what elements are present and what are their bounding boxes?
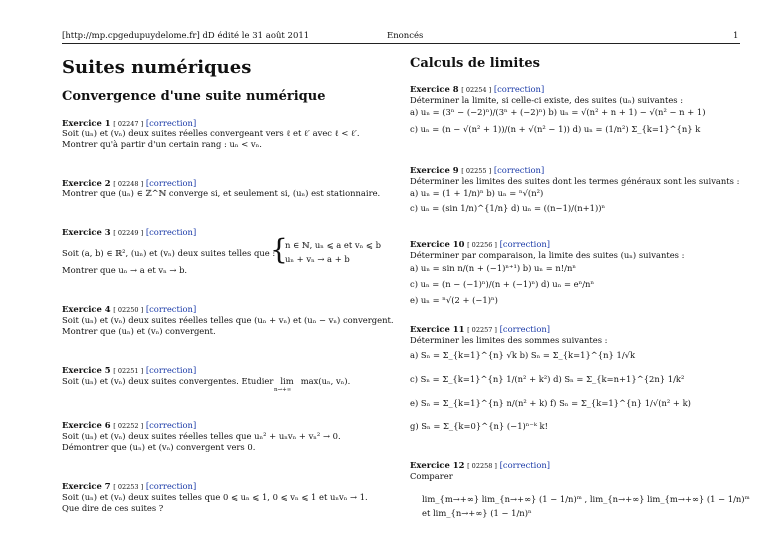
correction-link[interactable]: [correction]	[499, 460, 551, 470]
exercise-12-header	[410, 460, 550, 471]
exercise-6-line: Démontrer que (uₙ) et (vₙ) convergent vers 0.	[62, 442, 256, 452]
exercise-5-text: Soit (uₙ) et (vₙ) deux suites convergentes. Etudier	[62, 376, 274, 386]
exercise-10-item: e) uₙ = ⁿ√(2 + (−1)ⁿ)	[410, 295, 498, 305]
exercise-3-line: Montrer que uₙ → a et vₙ → b.	[62, 265, 188, 275]
exercise-10-header	[410, 239, 550, 250]
exercise-6-line: Soit (uₙ) et (vₙ) deux suites réelles telles que uₙ² + uₙvₙ + vₙ² → 0.	[62, 431, 341, 441]
exercise-2-line: Montrer que (uₙ) ∈ ℤ^ℕ converge si, et seulement si, (uₙ) est stationnaire.	[62, 188, 381, 198]
exercise-label: Exercice 8	[410, 84, 459, 94]
exercise-code: [ 02248 ]	[113, 180, 144, 188]
exercise-5-line	[62, 376, 351, 393]
correction-link[interactable]: [correction]	[493, 165, 545, 175]
exercise-code: [ 02253 ]	[113, 483, 144, 491]
section-title-convergence: Convergence d'une suite numérique	[62, 89, 326, 104]
exercise-label: Exercice 5	[62, 365, 111, 375]
formula-and: et	[422, 508, 431, 518]
exercise-6-header	[62, 420, 196, 431]
exercise-4-line: Soit (uₙ) et (vₙ) deux suites réelles telles que (uₙ + vₙ) et (uₙ − vₙ) convergent.	[62, 315, 394, 325]
exercise-12-formula	[422, 494, 750, 504]
exercise-8-item: c) uₙ = (n − √(n² + 1))/(n + √(n² − 1)) d) uₙ = (1/n²) Σ_{k=1}^{n} k	[410, 124, 701, 134]
exercise-code: [ 02254 ]	[461, 86, 492, 94]
exercise-11-line: Déterminer les limites des sommes suivantes :	[410, 335, 608, 345]
lim-word: lim	[280, 376, 294, 386]
exercise-12-formula	[422, 508, 532, 518]
exercise-1-line: Soit (uₙ) et (vₙ) deux suites réelles convergeant vers ℓ et ℓ′ avec ℓ < ℓ′.	[62, 128, 360, 138]
exercise-label: Exercice 3	[62, 227, 111, 237]
exercise-9-line: Déterminer les limites des suites dont les termes généraux sont les suivants :	[410, 176, 740, 186]
system-brace: {	[270, 233, 288, 266]
header-source: [http://mp.cpgedupuydelome.fr] dD édité le 31 août 2011	[62, 31, 310, 41]
correction-link[interactable]: [correction]	[145, 227, 197, 237]
exercise-10-item: a) uₙ = sin n/(n + (−1)ⁿ⁺¹) b) uₙ = n!/nⁿ	[410, 263, 576, 273]
exercise-7-header	[62, 481, 196, 492]
header-center: Enoncés	[387, 31, 424, 41]
exercise-11-item: a) Sₙ = Σ_{k=1}^{n} √k b) Sₙ = Σ_{k=1}^{n} 1/√k	[410, 350, 636, 360]
exercise-label: Exercice 4	[62, 304, 111, 314]
exercise-9-item: a) uₙ = (1 + 1/n)ⁿ b) uₙ = ⁿ√(n²)	[410, 188, 544, 198]
correction-link[interactable]: [correction]	[145, 118, 197, 128]
correction-link[interactable]: [correction]	[145, 365, 197, 375]
exercise-code: [ 02258 ]	[467, 462, 497, 470]
exercise-label: Exercice 6	[62, 420, 111, 430]
exercise-3-line: Soit (a, b) ∈ ℝ², (uₙ) et (vₙ) deux suites telles que :	[62, 248, 276, 258]
exercise-9-header	[410, 165, 544, 176]
exercise-code: [ 02249 ]	[113, 229, 144, 237]
section-title-limits: Calculs de limites	[410, 56, 540, 71]
exercise-7-line: Que dire de ces suites ?	[62, 503, 164, 513]
correction-link[interactable]: [correction]	[499, 324, 551, 334]
exercise-label: Exercice 11	[410, 324, 465, 334]
exercise-11-item: e) Sₙ = Σ_{k=1}^{n} n/(n² + k) f) Sₙ = Σ_{k=1}^{n} 1/√(n² + k)	[410, 398, 691, 408]
header-page-number: 1	[733, 31, 739, 41]
exercise-5-header	[62, 365, 196, 376]
exercise-5-tail: max(uₙ, vₙ).	[300, 376, 351, 386]
header-rule	[62, 43, 740, 44]
exercise-3-header	[62, 227, 196, 238]
correction-link[interactable]: [correction]	[145, 481, 197, 491]
exercise-11-item: g) Sₙ = Σ_{k=0}^{n} (−1)ⁿ⁻ᵏ k!	[410, 421, 548, 431]
lim-operator	[274, 376, 298, 393]
exercise-code: [ 02252 ]	[113, 422, 144, 430]
exercise-code: [ 02257 ]	[467, 326, 497, 334]
exercise-label: Exercice 12	[410, 460, 465, 470]
document-title: Suites numériques	[62, 57, 252, 78]
exercise-label: Exercice 7	[62, 481, 111, 491]
correction-link[interactable]: [correction]	[145, 178, 197, 188]
exercise-11-item: c) Sₙ = Σ_{k=1}^{n} 1/(n² + k²) d) Sₙ = Σ_{k=n+1}^{2n} 1/k²	[410, 374, 685, 384]
correction-link[interactable]: [correction]	[499, 239, 551, 249]
exercise-12-line: Comparer	[410, 471, 453, 481]
exercise-label: Exercice 1	[62, 118, 111, 128]
exercise-10-line: Déterminer par comparaison, la limite des suites (uₙ) suivantes :	[410, 250, 685, 260]
exercise-8-header	[410, 84, 544, 95]
correction-link[interactable]: [correction]	[145, 420, 197, 430]
formula-three: lim_{n→+∞} (1 − 1/n)ⁿ	[433, 508, 532, 518]
exercise-code: [ 02256 ]	[467, 241, 497, 249]
exercise-8-item: a) uₙ = (3ⁿ − (−2)ⁿ)/(3ⁿ + (−2)ⁿ) b) uₙ = √(n² + n + 1) − √(n² − n + 1)	[410, 107, 706, 117]
formula-two: lim_{n→+∞} lim_{m→+∞} (1 − 1/n)ᵐ	[589, 494, 750, 504]
exercise-10-item: c) uₙ = (n − (−1)ⁿ)/(n + (−1)ⁿ) d) uₙ = eⁿ/nⁿ	[410, 279, 595, 289]
system-line: n ∈ ℕ, uₙ ⩽ a et vₙ ⩽ b	[285, 240, 381, 250]
exercise-11-header	[410, 324, 550, 335]
exercise-code: [ 02251 ]	[113, 367, 144, 375]
exercise-1-line: Montrer qu'à partir d'un certain rang : uₙ < vₙ.	[62, 139, 262, 149]
exercise-4-header	[62, 304, 196, 315]
exercise-label: Exercice 9	[410, 165, 459, 175]
exercise-9-item: c) uₙ = (sin 1/n)^{1/n} d) uₙ = ((n−1)/(n+1))ⁿ	[410, 203, 606, 213]
lim-subscript: n→+∞	[274, 387, 292, 393]
exercise-label: Exercice 2	[62, 178, 111, 188]
exercise-label: Exercice 10	[410, 239, 465, 249]
exercise-4-line: Montrer que (uₙ) et (vₙ) convergent.	[62, 326, 216, 336]
exercise-8-line: Déterminer la limite, si celle-ci existe, des suites (uₙ) suivantes :	[410, 95, 684, 105]
system-line: uₙ + vₙ → a + b	[285, 254, 350, 264]
formula-one: lim_{m→+∞} lim_{n→+∞} (1 − 1/n)ᵐ ,	[422, 494, 588, 504]
exercise-code: [ 02250 ]	[113, 306, 144, 314]
correction-link[interactable]: [correction]	[145, 304, 197, 314]
correction-link[interactable]: [correction]	[493, 84, 545, 94]
exercise-7-line: Soit (uₙ) et (vₙ) deux suites telles que 0 ⩽ uₙ ⩽ 1, 0 ⩽ vₙ ⩽ 1 et uₙvₙ → 1.	[62, 492, 368, 502]
exercise-code: [ 02255 ]	[461, 167, 492, 175]
exercise-code: [ 02247 ]	[113, 120, 144, 128]
